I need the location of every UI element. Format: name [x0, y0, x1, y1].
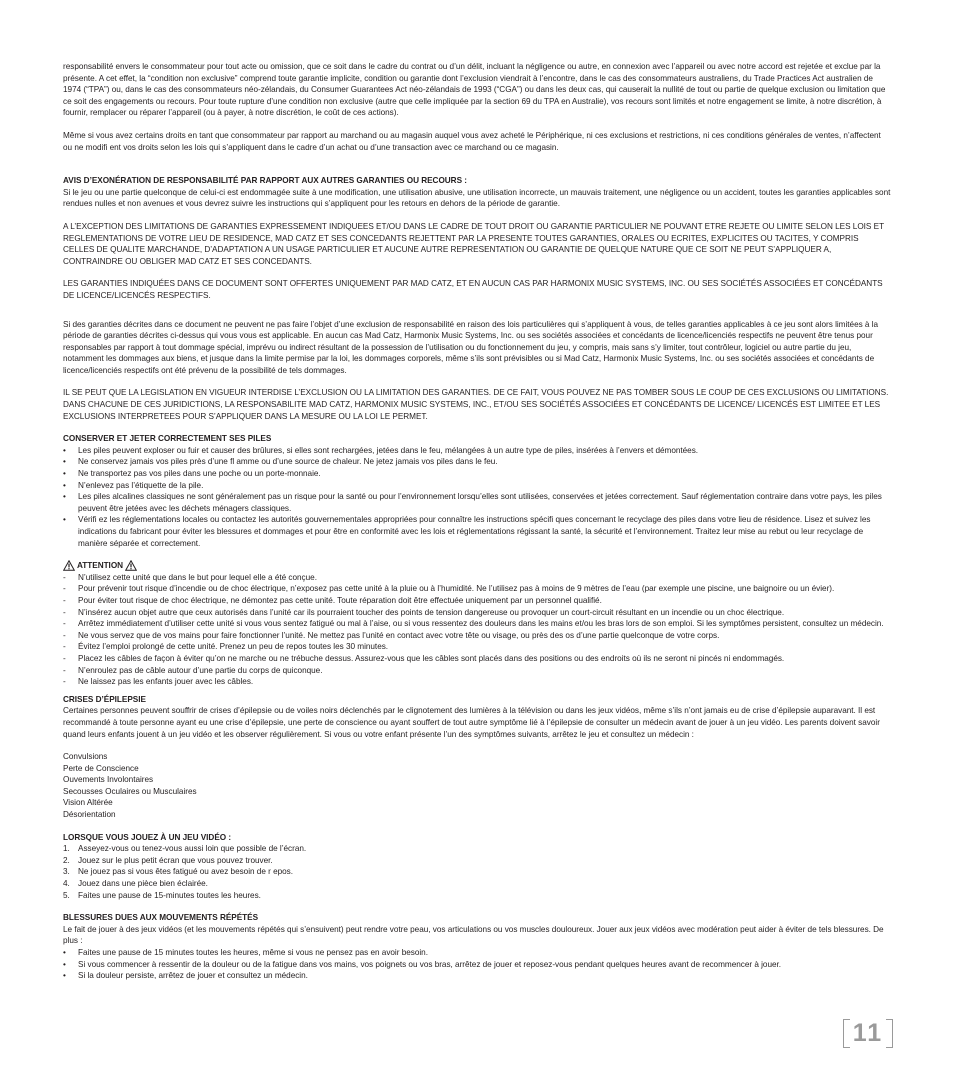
- list-item-text: Vérifi ez les réglementations locales ou contactez les autorités gouvernementales appropriées pour connaître les instructions spécifi ques concernant le recyclage des piles dans votre lieu de résidence. Lisez et suivez les indications du fabricant pour éviter les blessures et dommages et pour être en conformité avec les lois et réglementations régissant la santé, la sécurité et l’environnement. Traitez leur mise au rebut ou leur recyclage de manière séparée et correctement.: [78, 515, 871, 548]
- list-item: [63, 607, 891, 619]
- list-item: Ouvements Involontaires: [63, 775, 154, 785]
- list-item: [63, 866, 891, 878]
- bullet-marker: •: [63, 492, 66, 502]
- bullet-marker: •: [63, 971, 66, 981]
- bullet-marker: •: [63, 469, 66, 479]
- dash-marker: -: [63, 642, 66, 652]
- attention-list: [63, 572, 891, 688]
- bullet-marker: •: [63, 948, 66, 957]
- playing-list: [63, 843, 891, 901]
- list-item: Vision Altérée: [63, 798, 113, 808]
- list-item-text: N’enroulez pas de câble autour d’une partie du corps de quiconque.: [78, 665, 323, 675]
- list-item-text: Jouez sur le plus petit écran que vous pouvez trouver.: [78, 855, 273, 865]
- list-item-text: Ne vous servez que de vos mains pour faire fonctionner l’unité. Ne mettez pas l’unité en contact avec votre tête ou visage, ou près des os d’une partie quelconque de votre corps.: [78, 630, 720, 640]
- attention-heading: ATTENTION: [77, 561, 124, 571]
- bracket-left: [843, 1019, 850, 1048]
- injuries-paragraph: Le fait de jouer à des jeux vidéos (et les mouvements répétés qui s’ensuivent) peut rendre votre peau, vos articulations ou vos muscles douloureux. Jouer aux jeux vidéos avec modération peut aider à éviter de tels blessures. De plus :: [63, 924, 884, 946]
- list-item-text: Asseyez-vous ou tenez-vous aussi loin que possible de l’écran.: [78, 844, 307, 854]
- intro-paragraph: responsabilité envers le consommateur pour tout acte ou omission, que ce soit dans le cadre du contrat ou d’un délit, incluant la négligence ou autre, en connexion avec l’appareil ou avec notre accord est rejetée et exclue par la présente. A cet effet, la “condition non exclusive” comprend toute garantie implicite, condition ou garantie dont l’exclusion viendrait à l’encontre, dans le cas des consommateurs australiens, du Trade Practices Act australien de 1974 (“TPA”) ou, dans le cas des consommateurs néo-zélandais, du Consumer Guarantees Act néo-zélandais de 1993 (“CGA”) ou dans les deux cas, qui causerait la nullité de tout ou partie de quelque exclusion ou limitation que ce soit des engagements ou recours. Pour toute rupture d’une condition non exclusive (autre que celle impliquée par la section 69 du TPA en Australie), vos recours sont limités et notre engagement se limite, à notre discrétion, à fournir, remplacer ou réparer l’appareil (ou à payer, à notre discrétion, le coût de ces actions).: [63, 62, 886, 118]
- bullet-marker: •: [63, 445, 66, 455]
- disclaimer-paragraph: IL SE PEUT QUE LA LEGISLATION EN VIGUEUR INTERDISE L’EXCLUSION OU LA LIMITATION DES GARANTIES. DE CE FAIT, VOUS POUVEZ NE PAS TOMBER SOUS LE COUP DE CES EXCLUSIONS OU LIMITATIONS. DANS CHACUNE DE CES JURIDICTIONS, LA RESPONSABILITE MAD CATZ, HARMONIX MUSIC SYSTEMS, INC., ET/OU SES SOCIÉTÉS ASSOCIÉES ET CONCÉDANTS DE LICENCE/ LICENCÉS EST LIMITEE ET LES EXCLUSIONS INTERPRETEES POUR S’APPLIQUER DANS LA MESURE OU LA LOI LE PERMET.: [63, 388, 889, 421]
- page-number: [843, 1019, 893, 1047]
- list-item: [63, 514, 891, 549]
- bullet-marker: •: [63, 457, 66, 467]
- list-item: [63, 491, 891, 514]
- epilepsy-heading: CRISES D’ÉPILEPSIE: [63, 694, 146, 704]
- list-item: Convulsions: [63, 752, 108, 762]
- disclaimer-paragraph: Si le jeu ou une partie quelconque de celui-ci est endommagée suite à une modification, une utilisation abusive, une utilisation incorrecte, un mauvais traitement, une négligence ou un accident, toutes les garanties applicables sont rendues nulles et non avenues et vous devrez suivre les instructions qui s’appliquent pour les retours en dehors de la période de garantie.: [63, 187, 891, 209]
- list-item-text: Faites une pause de 15-minutes toutes les heures.: [78, 890, 261, 900]
- list-item: [63, 665, 891, 677]
- dash-marker: -: [63, 653, 66, 663]
- bullet-marker: •: [63, 480, 66, 490]
- list-item-text: Placez les câbles de façon à éviter qu’on ne marche ou ne trébuche dessus. Assurez-vous que les câbles sont placés dans des positions ou des endroits où ils ne seront ni pincés ni endommagés.: [78, 653, 785, 663]
- list-item-text: Évitez l’emploi prolongé de cette unité. Prenez un peu de repos toutes les 30 minutes.: [78, 642, 389, 652]
- list-item-text: Ne jouez pas si vous êtes fatigué ou avez besoin de r epos.: [78, 867, 294, 877]
- list-item: [63, 595, 891, 607]
- list-item-text: Pour prévenir tout risque d’incendie ou de choc électrique, n’exposez pas cette unité à la pluie ou à l’humidité. Ne l’utilisez pas à moins de 9 mètres de l’eau (par exemple une piscine, une baignoire ou un évier).: [78, 584, 835, 594]
- list-item-text: N’enlevez pas l’étiquette de la pile.: [78, 480, 204, 490]
- list-item: [63, 970, 891, 982]
- list-item: [63, 843, 891, 855]
- batteries-heading: CONSERVER ET JETER CORRECTEMENT SES PILES: [63, 434, 272, 444]
- list-item: [63, 878, 891, 890]
- dash-marker: -: [63, 665, 66, 675]
- list-item: [63, 890, 891, 902]
- list-item: [63, 641, 891, 653]
- list-item-text: Ne transportez pas vos piles dans une poche ou un porte-monnaie.: [78, 469, 321, 479]
- list-item-text: Ne conservez jamais vos piles près d’une fl amme ou d’une source de chaleur. Ne jetez jamais vos piles dans le feu.: [78, 457, 498, 467]
- list-item: [63, 445, 891, 457]
- warning-triangle-icon: [125, 560, 137, 571]
- list-number: 4.: [63, 879, 70, 889]
- list-item: [63, 618, 891, 630]
- list-item: [63, 572, 891, 584]
- list-item-text: Jouez dans une pièce bien éclairée.: [78, 879, 208, 889]
- list-item-text: Ne laissez pas les enfants jouer avec les câbles.: [78, 677, 254, 687]
- dash-marker: -: [63, 595, 66, 605]
- page-number-text: 11: [852, 1019, 884, 1047]
- list-item: [63, 947, 891, 959]
- playing-heading: LORSQUE VOUS JOUEZ À UN JEU VIDÉO :: [63, 832, 232, 842]
- list-item: [63, 468, 891, 480]
- symptoms-list: [63, 751, 891, 821]
- bullet-marker: •: [63, 959, 66, 969]
- list-item: [63, 583, 891, 595]
- list-item-text: Si vous commencer à ressentir de la douleur ou de la fatigue dans vos mains, vos poignets ou vos bras, arrêtez de jouer et reposez-vous pendant quelques heures avant de recommencer à jouer.: [78, 959, 782, 969]
- dash-marker: -: [63, 630, 66, 640]
- list-item: [63, 676, 891, 688]
- bracket-right: [886, 1019, 893, 1048]
- bullet-marker: •: [63, 515, 66, 525]
- dash-marker: -: [63, 677, 66, 687]
- list-item-text: Pour éviter tout risque de choc électrique, ne démontez pas cette unité. Toute réparation doit être effectuée uniquement par un personnel qualifié.: [78, 595, 602, 605]
- list-item: Secousses Oculaires ou Musculaires: [63, 786, 197, 796]
- intro-paragraph: Même si vous avez certains droits en tant que consommateur par rapport au marchand ou au magasin auquel vous avez acheté le Périphérique, ni ces exclusions et restrictions, ni ces conditions générales de ventes, n’affectent ou ne modifi ent vos droits selon les lois qui s’appliquent dans le cadre d’un achat ou d’une transaction avec ce marchand ou ce magasin.: [63, 130, 881, 152]
- list-item-text: N’utilisez cette unité que dans le but pour lequel elle a été conçue.: [78, 572, 317, 582]
- list-item-text: Faites une pause de 15 minutes toutes les heures, même si vous ne pensez pas en avoir besoin.: [78, 948, 428, 957]
- list-item-text: Les piles alcalines classiques ne sont généralement pas un risque pour la santé ou pour l’environnement lorsqu’elles sont utilisées, conservées et jetées correctement. Sauf réglementation contraire dans votre pays, les piles peuvent être jetées avec les déchets ménagers classiques.: [78, 492, 882, 513]
- list-item: [63, 630, 891, 642]
- list-item: Désorientation: [63, 810, 116, 820]
- list-item: [63, 855, 891, 867]
- list-number: 1.: [63, 844, 70, 854]
- list-item: [63, 456, 891, 468]
- list-number: 2.: [63, 855, 70, 865]
- warning-triangle-icon: [63, 560, 75, 571]
- document-page: [63, 61, 891, 982]
- disclaimer-paragraph: Si des garanties décrites dans ce document ne peuvent ne pas faire l’objet d’une exclusion de responsabilité en raison des lois particulières qui s’appliquent à vous, de telles garanties applicables à ce jeu sont alors limitées à la période de garanties décrites ci-dessus qui vous vous est applicable. En aucun cas Mad Catz, Harmonix Music Systems, Inc. ou ses sociétés associées et concédants de licence/licenciés respectifs ne peuvent être tenus pour responsables par rapport à tout dommage spécial, imprévu ou indirect résultant de la possession de l’utilisation ou du fonctionnement du jeu, y compris, mais sans s’y limiter, tout contrôleur, logiciel ou autre partie du jeu, notamment les dommages aux biens, et jusque dans la limite permise par la loi, les dommages corporels, même s’ils sont prévisibles ou si Mad Catz, Harmonix Music Systems, Inc. ou ses sociétés associées et concédants de licence/licenciés respectifs ont été prévenu de la possibilité de tels dommages.: [63, 319, 879, 375]
- disclaimer-paragraph: LES GARANTIES INDIQUÉES DANS CE DOCUMENT SONT OFFERTES UNIQUEMENT PAR MAD CATZ, ET EN AUCUN CAS PAR HARMONIX MUSIC SYSTEMS, INC. OU SES SOCIÉTÉS ASSOCIÉES ET CONCÉDANTS DE LICENCE/LICENCÉS RESPECTIFS.: [63, 279, 883, 300]
- list-item-text: Arrêtez immédiatement d’utiliser cette unité si vous vous sentez fatigué ou mal à l’aise, ou si vous ressentez des douleurs dans les mains et/ou les bras lors de son emploi. Si les symptômes persistent, consultez un médecin.: [78, 619, 884, 629]
- disclaimer-paragraph: A L’EXCEPTION DES LIMITATIONS DE GARANTIES EXPRESSEMENT INDIQUEES ET/OU DANS LE CADRE DE TOUT DROIT OU GARANTIE PARTICULIER NE POUVANT ETRE REJETE OU LIMITE SELON LES LOIS ET REGLEMENTATIONS DE VOTRE LIEU DE RESIDENCE, MAD CATZ ET SES CONCEDANTS REJETTENT PAR LA PRESENTE TOUTES GARANTIES, ORALES OU ECRITES, EXPLICITES OU TACITES, Y COMPRIS CELLES DE QUALITE MARCHANDE, D’ADAPTATION A UN USAGE PARTICULIER ET AUCUNE AUTRE REPRESENTATION OU GARANTIE DE QUELQUE NATURE QUE CE SOIT NE PEUT S’APPLIQUER A, CONTRAINDRE OU OBLIGER MAD CATZ ET SES CONCEDANTS.: [63, 221, 884, 266]
- list-item: [63, 959, 891, 971]
- epilepsy-paragraph: Certaines personnes peuvent souffrir de crises d’épilepsie ou de voiles noirs déclenchés par le clignotement des lumières à la télévision ou dans les jeux vidéos, même s’ils n’ont jamais eu de crise d’épilepsie auparavant. Il est recommandé à toute personne ayant eu une crise d’épilepsie, une perte de conscience ou ayant souffert de tout autre symptôme lié à l’épilepsie de consulter un médecin avant de jouer à un jeu vidéo. Les parents doivent savoir quand leurs enfants jouent à un jeu vidéo et les observer régulièrement. Si vous ou votre enfant présente l’un des symptômes suivants, arrêtez le jeu et consultez un médecin :: [63, 706, 880, 739]
- dash-marker: -: [63, 619, 66, 629]
- dash-marker: -: [63, 572, 66, 582]
- list-item-text: Les piles peuvent exploser ou fuir et causer des brûlures, si elles sont rechargées, jetées dans le feu, mélangées à un autre type de piles, insérées à l’envers et démontées.: [78, 445, 699, 455]
- batteries-list: [63, 445, 891, 549]
- list-item-text: N’insérez aucun objet autre que ceux autorisés dans l’unité car ils pourraient toucher des points de tension dangereuse ou provoquer un court-circuit résultant en un incendie ou un choc électrique.: [78, 607, 785, 617]
- disclaimer-heading: AVIS D’EXONÉRATION DE RESPONSABILITÉ PAR RAPPORT AUX AUTRES GARANTIES OU RECOURS :: [63, 176, 467, 186]
- dash-marker: -: [63, 584, 66, 594]
- injuries-list: [63, 947, 891, 982]
- list-item: Perte de Conscience: [63, 763, 139, 773]
- list-number: 5.: [63, 890, 70, 900]
- list-number: 3.: [63, 867, 70, 877]
- injuries-heading: BLESSURES DUES AUX MOUVEMENTS RÉPÉTÉS: [63, 913, 259, 923]
- attention-heading-row: [63, 560, 891, 572]
- dash-marker: -: [63, 607, 66, 617]
- list-item-text: Si la douleur persiste, arrêtez de jouer et consultez un médecin.: [78, 971, 308, 981]
- list-item: [63, 653, 891, 665]
- list-item: [63, 480, 891, 492]
